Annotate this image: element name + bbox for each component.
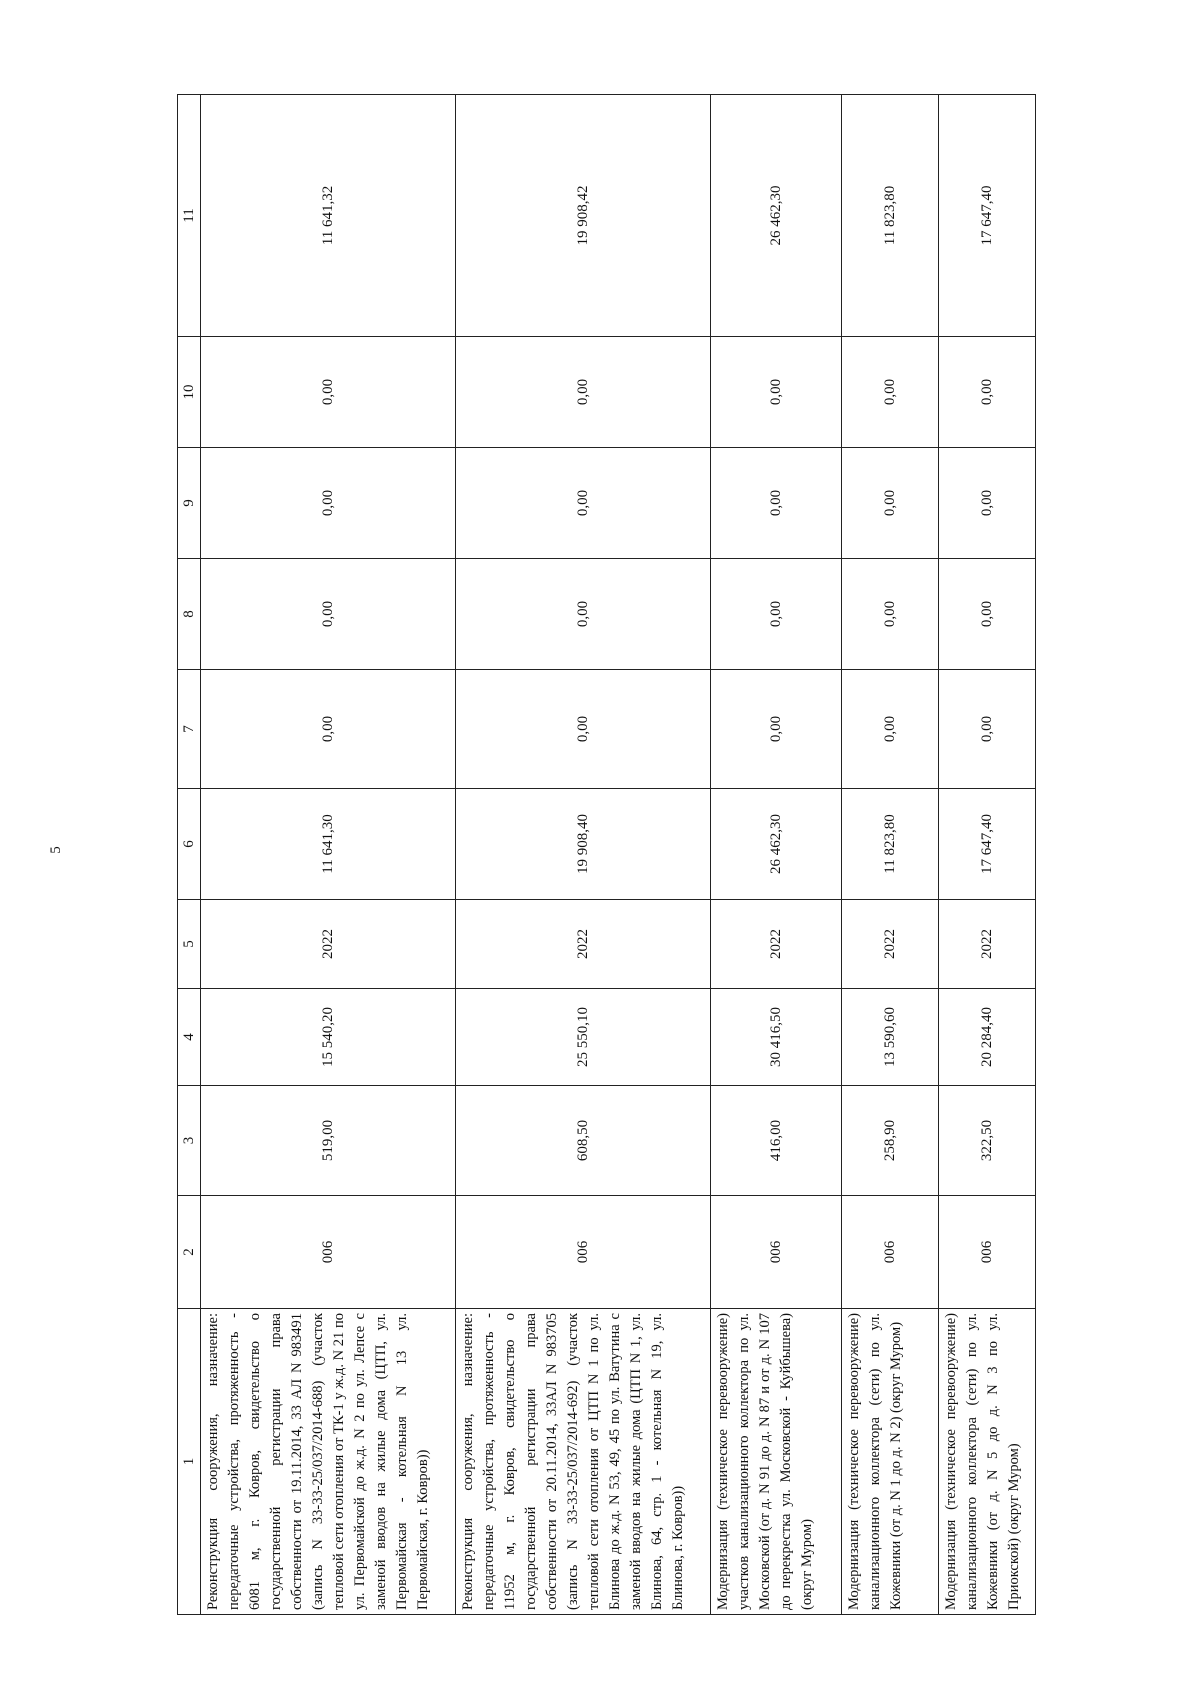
cell-col-11: 19 908,42 bbox=[456, 95, 711, 337]
cell-col-6: 11 641,30 bbox=[201, 789, 456, 900]
cell-col-5: 2022 bbox=[201, 900, 456, 989]
page-number: 5 bbox=[48, 846, 64, 854]
cell-col-11: 11 641,32 bbox=[201, 95, 456, 337]
header-cell-7: 7 bbox=[178, 670, 201, 789]
header-cell-8: 8 bbox=[178, 559, 201, 670]
header-cell-6: 6 bbox=[178, 789, 201, 900]
cell-col-2: 006 bbox=[842, 1196, 939, 1309]
rotated-table-container bbox=[177, 95, 1022, 1615]
table-row bbox=[842, 95, 939, 1615]
cell-col-4: 30 416,50 bbox=[711, 989, 842, 1086]
description-cell: Модернизация (техническое перевооружение) участков канализационного коллектора по ул. Московской (от д. N 91 до д. N 87 и от д. N 107 до перекрестка ул. Московской - Куйбышева) (округ Муром) bbox=[711, 1309, 842, 1615]
cell-col-11: 17 647,40 bbox=[939, 95, 1036, 337]
cell-col-7: 0,00 bbox=[711, 670, 842, 789]
header-cell-11: 11 bbox=[178, 95, 201, 337]
header-cell-3: 3 bbox=[178, 1086, 201, 1196]
data-table bbox=[177, 94, 1036, 1615]
cell-col-4: 20 284,40 bbox=[939, 989, 1036, 1086]
cell-col-5: 2022 bbox=[939, 900, 1036, 989]
cell-col-2: 006 bbox=[939, 1196, 1036, 1309]
cell-col-2: 006 bbox=[456, 1196, 711, 1309]
cell-col-10: 0,00 bbox=[456, 337, 711, 448]
cell-col-6: 26 462,30 bbox=[711, 789, 842, 900]
cell-col-9: 0,00 bbox=[456, 448, 711, 559]
cell-col-6: 11 823,80 bbox=[842, 789, 939, 900]
cell-col-10: 0,00 bbox=[201, 337, 456, 448]
cell-col-7: 0,00 bbox=[842, 670, 939, 789]
header-cell-5: 5 bbox=[178, 900, 201, 989]
cell-col-5: 2022 bbox=[711, 900, 842, 989]
cell-col-6: 17 647,40 bbox=[939, 789, 1036, 900]
cell-col-10: 0,00 bbox=[711, 337, 842, 448]
cell-col-9: 0,00 bbox=[842, 448, 939, 559]
cell-col-11: 26 462,30 bbox=[711, 95, 842, 337]
description-cell: Модернизация (техническое перевооружение) канализационного коллектора (сети) по ул. Кожевники (от д. N 5 до д. N 3 по ул. Приокской) (округ Муром) bbox=[939, 1309, 1036, 1615]
header-cell-4: 4 bbox=[178, 989, 201, 1086]
cell-col-10: 0,00 bbox=[939, 337, 1036, 448]
description-cell: Реконструкция сооружения, назначение: передаточные устройства, протяженность - 6081 м, г. Ковров, свидетельство о государственной регистрации права собственности от 19.11.2014, 33 АЛ N 983491 (запись N 33-33-25/037/2014-688) (участок тепловой сети отопления от ТК-1 у ж.д. N 21 по ул. Первомайской до ж.д. N 2 по ул. Лепсе с заменой вводов на жилые дома (ЦТП, ул. Первомайская - котельная N 13 ул. Первомайская, г. Ковров)) bbox=[201, 1309, 456, 1615]
cell-col-4: 25 550,10 bbox=[456, 989, 711, 1086]
header-cell-10: 10 bbox=[178, 337, 201, 448]
cell-col-8: 0,00 bbox=[939, 559, 1036, 670]
cell-col-8: 0,00 bbox=[456, 559, 711, 670]
cell-col-5: 2022 bbox=[842, 900, 939, 989]
cell-col-8: 0,00 bbox=[711, 559, 842, 670]
table-row bbox=[201, 95, 456, 1615]
table-row bbox=[939, 95, 1036, 1615]
description-cell: Реконструкция сооружения, назначение: передаточные устройства, протяженность - 11952 м, г. Ковров, свидетельство о государственной регистрации права собственности от 20.11.2014, 33АЛ N 983705 (запись N 33-33-25/037/2014-692) (участок тепловой сети отопления от ЦТП N 1 по ул. Блинова до ж.д. N 53, 49, 45 по ул. Ватутина с заменой вводов на жилые дома (ЦТП N 1, ул. Блинова, 64, стр. 1 - котельная N 19, ул. Блинова, г. Ковров)) bbox=[456, 1309, 711, 1615]
cell-col-3: 258,90 bbox=[842, 1086, 939, 1196]
cell-col-5: 2022 bbox=[456, 900, 711, 989]
header-cell-9: 9 bbox=[178, 448, 201, 559]
cell-col-3: 322,50 bbox=[939, 1086, 1036, 1196]
cell-col-2: 006 bbox=[711, 1196, 842, 1309]
cell-col-6: 19 908,40 bbox=[456, 789, 711, 900]
cell-col-3: 608,50 bbox=[456, 1086, 711, 1196]
cell-col-7: 0,00 bbox=[939, 670, 1036, 789]
cell-col-9: 0,00 bbox=[939, 448, 1036, 559]
cell-col-9: 0,00 bbox=[201, 448, 456, 559]
cell-col-8: 0,00 bbox=[201, 559, 456, 670]
cell-col-7: 0,00 bbox=[456, 670, 711, 789]
cell-col-4: 15 540,20 bbox=[201, 989, 456, 1086]
cell-col-7: 0,00 bbox=[201, 670, 456, 789]
table-row bbox=[456, 95, 711, 1615]
cell-col-9: 0,00 bbox=[711, 448, 842, 559]
cell-col-8: 0,00 bbox=[842, 559, 939, 670]
cell-col-3: 416,00 bbox=[711, 1086, 842, 1196]
header-cell-1: 1 bbox=[178, 1309, 201, 1615]
cell-col-3: 519,00 bbox=[201, 1086, 456, 1196]
description-cell: Модернизация (техническое перевооружение) канализационного коллектора (сети) по ул. Кожевники (от д. N 1 до д. N 2) (округ Муром) bbox=[842, 1309, 939, 1615]
header-cell-2: 2 bbox=[178, 1196, 201, 1309]
table-row bbox=[711, 95, 842, 1615]
cell-col-4: 13 590,60 bbox=[842, 989, 939, 1086]
cell-col-10: 0,00 bbox=[842, 337, 939, 448]
cell-col-2: 006 bbox=[201, 1196, 456, 1309]
header-row bbox=[178, 95, 201, 1615]
cell-col-11: 11 823,80 bbox=[842, 95, 939, 337]
